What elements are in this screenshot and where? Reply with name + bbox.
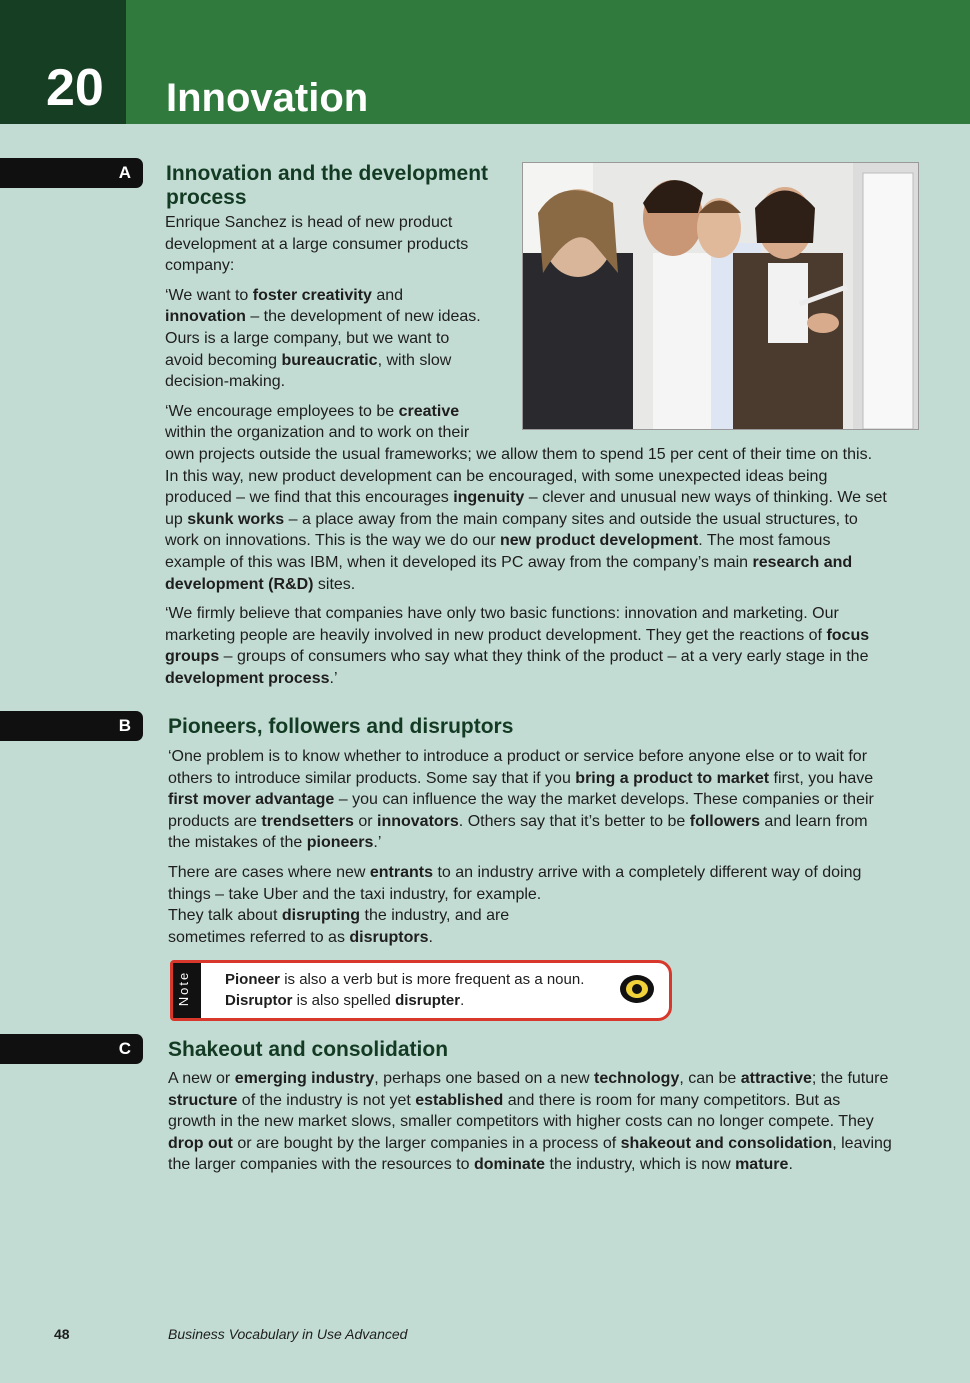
eye-icon [619, 971, 655, 1007]
unit-title: Innovation [166, 76, 369, 120]
section-a-intro: Enrique Sanchez is head of new product development at a large consumer products company: ‘We want to foster creativity and innovation – the development of new ideas. Ours is a large company, but we want to avoid becoming bureaucratic, with slow decision-making. ‘We encourage employees to be creative within the organization and to work on their [165, 214, 481, 442]
unit-number: 20 [46, 59, 104, 117]
note-box [170, 960, 672, 1021]
section-a-body: own projects outside the usual frameworks; we allow them to spend 15 per cent of their time on this. In this way, new product development can be encouraged, with some unexpected ideas being produced – we find that this encourages ingenuity – clever and unusual new ways of thinking. We set up skunk works – a place away from the main company sites and outside the usual structures, to work on innovations. This is the way we do our new product development. The most famous example of this was IBM, when it developed its PC away from the company’s main research and development (R&D) sites. ‘We firmly believe that companies have only two basic functions: innovation and marketing. Our marketing people are heavily involved in new product development. They get the reactions of focus groups – groups of consumers who say what they think of the product – at a very early stage in the development process.’ [165, 446, 887, 687]
book-title: Business Vocabulary in Use Advanced [168, 1326, 408, 1342]
note-text: Pioneer is also a verb but is more frequent as a noun. Disruptor is also spelled disrupter. [225, 971, 585, 1009]
section-c-heading: Shakeout and consolidation [168, 1038, 449, 1061]
section-a-heading: Innovation and the development process [166, 162, 489, 209]
unit-header [0, 0, 970, 124]
section-b-tab: B [0, 711, 143, 741]
section-a-tab: A [0, 158, 143, 188]
section-c-tab: C [0, 1034, 143, 1064]
note-label-strip: Note [173, 963, 201, 1018]
team-brainstorm-photo [522, 162, 919, 430]
page-number: 48 [54, 1326, 70, 1342]
section-b-heading: Pioneers, followers and disruptors [168, 715, 514, 738]
section-b-body: ‘One problem is to know whether to introduce a product or service before anyone else or to wait for others to introduce similar products. Some say that if you bring a product to market first, you have first mover advantage – you can influence the way the market develops. These companies or their products are trendsetters or innovators. Others say that it’s better to be followers and learn from the mistakes of the pioneers.’ There are cases where new entrants to an industry arrive with a completely different way of doing things – take Uber and the taxi industry, for example. They talk about disrupting the industry, and are sometimes referred to as disruptors. [168, 748, 874, 946]
section-c-body: A new or emerging industry, perhaps one based on a new technology, can be attractive; the future structure of the industry is not yet established and there is room for many competitors. But as growth in the new market slows, smaller competitors with higher costs can no longer compete. They drop out or are bought by the larger companies in a process of shakeout and consolidation, leaving the larger companies with the resources to dominate the industry, which is now mature. [168, 1070, 892, 1174]
